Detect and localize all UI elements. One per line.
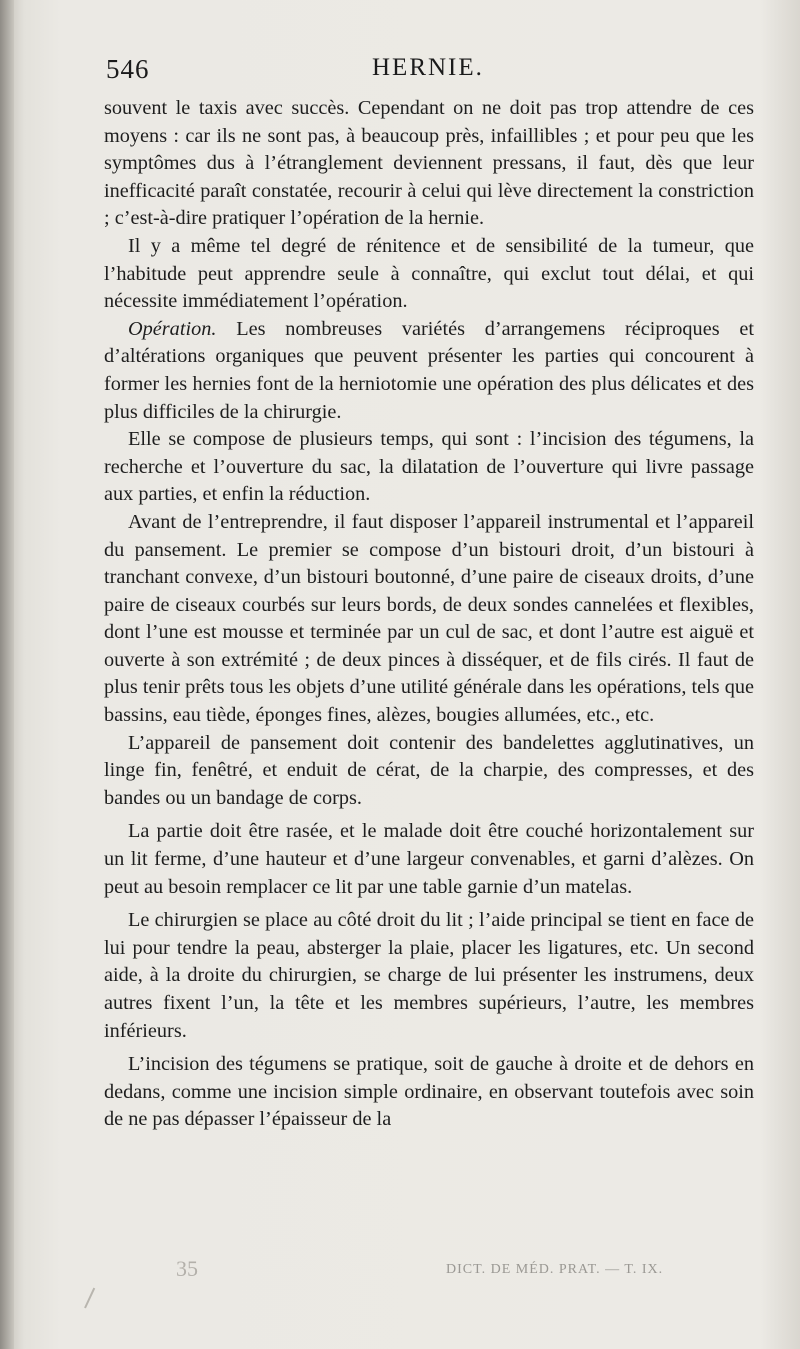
paragraph: Avant de l’entreprendre, il faut disposer l’appareil instrumental et l’appareil du pansement. Le premier se compose d’un bistouri droit, d’un bistouri à tranchant convexe, d’un bistouri boutonné, d’une paire de ciseaux droits, d’une paire de ciseaux courbés sur leurs bords, de deux sondes cannelées et flexibles, dont l’une est mousse et terminée par un cul de sac, et dont l’autre est aiguë et ouverte à son extrémité ; de deux pinces à disséquer, et de fils cirés. Il faut de plus tenir prêts tous les objets d’une utilité générale dans les opérations, tels que bassins, eau tiède, éponges fines, alèzes, bougies allumées, etc., etc.: [104, 510, 754, 727]
paragraph: Elle se compose de plusieurs temps, qui sont : l’incision des tégumens, la recherche et l’ouverture du sac, la dilatation de l’ouverture qui livre passage aux parties, et enfin la réduction.: [104, 428, 754, 506]
paragraph: Le chirurgien se place au côté droit du lit ; l’aide principal se tient en face de lui pour tendre la peau, absterger la plaie, placer les ligatures, etc. Un second aide, à la droite du chirurgien, se charge de lui présenter les instrumens, deux autres fixent l’un, la tête et les membres supérieurs, l’autre, les membres inférieurs.: [104, 909, 754, 1042]
paragraph: La partie doit être rasée, et le malade doit être couché horizontalement sur un lit ferme, d’une hauteur et d’une largeur convenables, et garni d’alèzes. On peut au besoin remplacer ce lit par une table garnie d’un matelas.: [104, 820, 754, 898]
paragraph: L’incision des tégumens se pratique, soit de gauche à droite et de dehors en dedans, comme une incision simple ordinaire, en observant toutefois avec soin de ne pas dépasser l’épaisseur de la: [104, 1053, 754, 1131]
section-lead: Opération.: [128, 317, 217, 340]
paragraph: Il y a même tel degré de rénitence et de sensibilité de la tumeur, que l’habitude peut apprendre seule à connaître, qui exclut tout délai, et qui nécessite immédiatement l’opération.: [104, 234, 754, 313]
paragraph: souvent le taxis avec succès. Cependant on ne doit pas trop attendre de ces moyens : car ils ne sont pas, à beaucoup près, infaillibles ; et pour peu que les symptômes dus à l’étranglement deviennent pressans, il faut, dès que leur inefficacité paraît constatée, recourir à celui qui lève directement la constriction ; c’est-à-dire pratiquer l’opération de la hernie.: [104, 97, 754, 230]
paragraph-text: Les nombreuses variétés d’arrangemens réciproques et d’altérations organiques que peuvent présenter les parties qui concourent à former les hernies font de la herniotomie une opération des plus délicates et des plus difficiles de la chirurgie.: [104, 317, 754, 423]
pencil-mark: [84, 1288, 108, 1315]
signature-mark: DICT. DE MÉD. PRAT. — T. IX.: [446, 1262, 664, 1277]
paragraph: [104, 316, 754, 426]
page-header: [106, 54, 756, 94]
body-text: [104, 95, 754, 1134]
page-binding-edge: [0, 0, 14, 1349]
running-title: HERNIE.: [372, 54, 484, 81]
sheet-number: 35: [176, 1256, 198, 1281]
page-number: 546: [106, 54, 150, 84]
paragraph: L’appareil de pansement doit contenir des bandelettes agglutinatives, un linge fin, fenêtré, et enduit de cérat, de la charpie, des compresses, et des bandes ou un bandage de corps.: [104, 731, 754, 809]
